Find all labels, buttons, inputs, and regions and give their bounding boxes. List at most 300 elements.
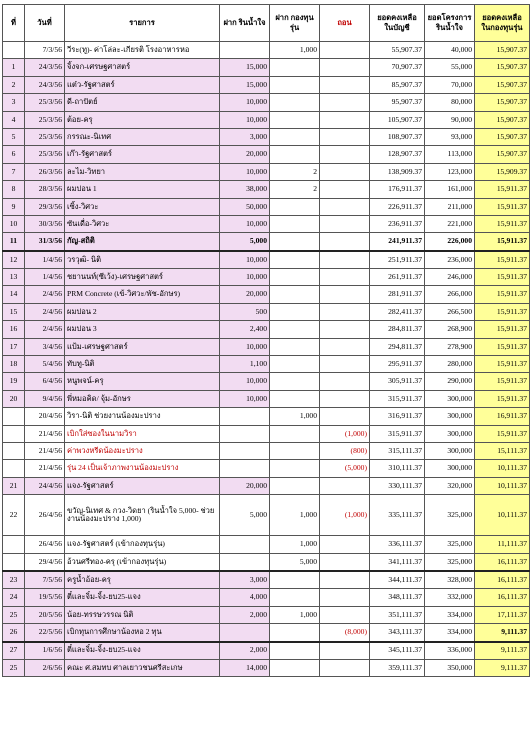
cell-project-total: 40,000 [425, 42, 475, 59]
cell-item: PRM Concrete (เข้-วิศวะ/พัช-อักษร) [65, 286, 220, 303]
cell-account-balance: 359,111.37 [370, 659, 425, 676]
cell-date: 31/3/56 [25, 233, 65, 251]
cell-project-total: 328,000 [425, 571, 475, 589]
cell-fund-balance: 15,911.37 [475, 356, 530, 373]
cell-no: 19 [3, 373, 25, 390]
cell-withdraw: (800) [320, 442, 370, 459]
cell-withdraw [320, 338, 370, 355]
cell-project-total: 236,000 [425, 251, 475, 269]
cell-withdraw [320, 42, 370, 59]
cell-date: 21/4/56 [25, 442, 65, 459]
cell-project-total: 278,900 [425, 338, 475, 355]
cell-fund-balance: 15,907.37 [475, 59, 530, 76]
cell-date: 21/4/56 [25, 425, 65, 442]
table-row [3, 111, 530, 128]
cell-no [3, 553, 25, 571]
cell-date: 26/4/56 [25, 536, 65, 553]
ledger-table [2, 4, 530, 677]
cell-withdraw [320, 59, 370, 76]
cell-account-balance: 261,911.37 [370, 269, 425, 286]
cell-no: 7 [3, 163, 25, 180]
cell-date: 2/4/56 [25, 303, 65, 320]
cell-project-total: 211,000 [425, 198, 475, 215]
table-row [3, 76, 530, 93]
cell-date: 24/4/56 [25, 477, 65, 494]
cell-item: ครูน้ำอ้อย-ครุ [65, 571, 220, 589]
cell-deposit-fund [270, 390, 320, 407]
cell-no: 16 [3, 321, 25, 338]
cell-deposit-rin [220, 408, 270, 425]
cell-item: จิ้งจก-เศรษฐศาสตร์ [65, 59, 220, 76]
cell-account-balance: 241,911.37 [370, 233, 425, 251]
cell-project-total: 266,500 [425, 303, 475, 320]
cell-date: 19/5/56 [25, 589, 65, 606]
cell-deposit-rin [220, 442, 270, 459]
cell-date: 5/4/56 [25, 356, 65, 373]
cell-deposit-rin [220, 553, 270, 571]
cell-withdraw: (1,000) [320, 425, 370, 442]
cell-deposit-rin: 20,000 [220, 146, 270, 163]
cell-fund-balance: 15,907.37 [475, 76, 530, 93]
cell-deposit-rin: 10,000 [220, 251, 270, 269]
cell-deposit-rin: 5,000 [220, 495, 270, 536]
cell-item: ละไม-วิทยา [65, 163, 220, 180]
cell-date: 26/4/56 [25, 495, 65, 536]
cell-no: 10 [3, 215, 25, 232]
cell-withdraw [320, 198, 370, 215]
table-row [3, 128, 530, 145]
cell-date: 25/3/56 [25, 111, 65, 128]
cell-deposit-fund: 1,000 [270, 42, 320, 59]
cell-item: ผมปอน 1 [65, 181, 220, 198]
cell-project-total: 325,000 [425, 536, 475, 553]
cell-date: 29/4/56 [25, 553, 65, 571]
cell-deposit-rin: 38,000 [220, 181, 270, 198]
header-account-balance: ยอดคงเหลือ ในบัญชี [370, 5, 425, 42]
table-row [3, 146, 530, 163]
cell-withdraw [320, 553, 370, 571]
cell-withdraw [320, 642, 370, 660]
cell-account-balance: 305,911.37 [370, 373, 425, 390]
cell-withdraw [320, 477, 370, 494]
cell-deposit-rin [220, 536, 270, 553]
cell-fund-balance: 15,911.37 [475, 269, 530, 286]
cell-deposit-fund: 5,000 [270, 553, 320, 571]
cell-deposit-rin: 20,000 [220, 286, 270, 303]
cell-deposit-rin: 10,000 [220, 338, 270, 355]
cell-deposit-rin: 15,000 [220, 76, 270, 93]
cell-no [3, 408, 25, 425]
cell-fund-balance: 10,111.37 [475, 460, 530, 477]
cell-date: 25/3/56 [25, 94, 65, 111]
cell-withdraw [320, 146, 370, 163]
cell-fund-balance: 9,111.37 [475, 659, 530, 676]
cell-deposit-fund [270, 321, 320, 338]
cell-deposit-fund [270, 111, 320, 128]
cell-item: พี่หมอคิด/ จุ้ม-อักษร [65, 390, 220, 407]
cell-no [3, 425, 25, 442]
cell-fund-balance: 15,911.37 [475, 338, 530, 355]
cell-no: 15 [3, 303, 25, 320]
cell-deposit-fund [270, 269, 320, 286]
cell-date: 1/6/56 [25, 642, 65, 660]
cell-deposit-rin: 10,000 [220, 111, 270, 128]
cell-item: ขวัญ-นิเทศ & กวง-วิดยา (รินน้ำใจ 5,000- ช่วยงานน้องมะปราง 1,000) [65, 495, 220, 536]
cell-account-balance: 108,907.37 [370, 128, 425, 145]
cell-project-total: 332,000 [425, 589, 475, 606]
cell-item: อ้วนศรีทอง-ครุ (เข้ากองทุนรุ่น) [65, 553, 220, 571]
cell-item: รุ่น 24 เป็นเจ้าภาพงานน้องมะปราง [65, 460, 220, 477]
cell-deposit-rin: 14,000 [220, 659, 270, 676]
cell-no: 22 [3, 495, 25, 536]
cell-date: 7/5/56 [25, 571, 65, 589]
header-deposit-rin: ฝาก รินน้ำใจ [220, 5, 270, 42]
header-project-total: ยอดโครงการ รินน้ำใจ [425, 5, 475, 42]
cell-item: ชยานนท์(ซีเว้ง)-เศรษฐศาสตร์ [65, 269, 220, 286]
cell-project-total: 90,000 [425, 111, 475, 128]
cell-deposit-fund [270, 425, 320, 442]
cell-deposit-fund: 1,000 [270, 408, 320, 425]
cell-item: หนูพจน์-ครุ [65, 373, 220, 390]
cell-account-balance: 343,111.37 [370, 624, 425, 642]
cell-account-balance: 128,907.37 [370, 146, 425, 163]
cell-fund-balance: 15,911.37 [475, 425, 530, 442]
cell-date: 22/5/56 [25, 624, 65, 642]
table-row [3, 198, 530, 215]
cell-deposit-rin [220, 425, 270, 442]
cell-deposit-rin [220, 460, 270, 477]
cell-no: 17 [3, 338, 25, 355]
table-row [3, 269, 530, 286]
cell-date: 24/3/56 [25, 59, 65, 76]
cell-deposit-rin: 10,000 [220, 269, 270, 286]
cell-project-total: 300,000 [425, 408, 475, 425]
cell-no: 3 [3, 94, 25, 111]
cell-deposit-rin: 3,000 [220, 128, 270, 145]
cell-deposit-fund: 2 [270, 163, 320, 180]
cell-account-balance: 284,811.37 [370, 321, 425, 338]
cell-project-total: 93,000 [425, 128, 475, 145]
cell-deposit-rin: 5,000 [220, 233, 270, 251]
cell-account-balance: 226,911.37 [370, 198, 425, 215]
cell-account-balance: 315,111.37 [370, 442, 425, 459]
cell-deposit-fund [270, 76, 320, 93]
cell-account-balance: 315,911.37 [370, 390, 425, 407]
table-row [3, 251, 530, 269]
cell-date: 3/4/56 [25, 338, 65, 355]
cell-account-balance: 310,111.37 [370, 460, 425, 477]
cell-deposit-fund [270, 442, 320, 459]
cell-fund-balance: 15,911.37 [475, 198, 530, 215]
cell-no: 9 [3, 198, 25, 215]
header-no: ที่ [3, 5, 25, 42]
cell-withdraw [320, 94, 370, 111]
table-row [3, 338, 530, 355]
cell-no: 23 [3, 571, 25, 589]
cell-account-balance: 351,111.37 [370, 606, 425, 623]
cell-no: 1 [3, 59, 25, 76]
cell-deposit-fund: 1,000 [270, 536, 320, 553]
cell-deposit-fund [270, 233, 320, 251]
cell-account-balance: 105,907.37 [370, 111, 425, 128]
cell-fund-balance: 15,907.37 [475, 111, 530, 128]
header-withdraw: ถอน [320, 5, 370, 42]
cell-deposit-fund [270, 128, 320, 145]
cell-deposit-rin: 10,000 [220, 390, 270, 407]
cell-no: 20 [3, 390, 25, 407]
cell-project-total: 300,000 [425, 460, 475, 477]
cell-no: 13 [3, 269, 25, 286]
cell-deposit-rin: 4,000 [220, 589, 270, 606]
cell-project-total: 300,000 [425, 390, 475, 407]
cell-deposit-fund: 1,000 [270, 495, 320, 536]
cell-date: 1/4/56 [25, 269, 65, 286]
cell-item: เก๊า-รัฐศาสตร์ [65, 146, 220, 163]
table-row [3, 589, 530, 606]
cell-item: แป้ม-เศรษฐศาสตร์ [65, 338, 220, 355]
cell-item: ผมปอน 3 [65, 321, 220, 338]
cell-deposit-fund [270, 303, 320, 320]
cell-deposit-fund [270, 94, 320, 111]
cell-project-total: 336,000 [425, 642, 475, 660]
table-row [3, 460, 530, 477]
cell-item: น้อย-ทรรษวรรณ นิติ [65, 606, 220, 623]
cell-date: 6/4/56 [25, 373, 65, 390]
cell-account-balance: 316,911.37 [370, 408, 425, 425]
cell-fund-balance: 10,111.37 [475, 495, 530, 536]
cell-no: 8 [3, 181, 25, 198]
cell-no: 4 [3, 111, 25, 128]
cell-project-total: 113,000 [425, 146, 475, 163]
cell-withdraw [320, 606, 370, 623]
cell-withdraw [320, 356, 370, 373]
cell-fund-balance: 15,911.37 [475, 321, 530, 338]
cell-item: ดี-ถาปัตย์ [65, 94, 220, 111]
cell-deposit-rin: 10,000 [220, 163, 270, 180]
cell-withdraw [320, 373, 370, 390]
cell-fund-balance: 15,911.37 [475, 251, 530, 269]
cell-deposit-rin: 20,000 [220, 477, 270, 494]
cell-date: 2/6/56 [25, 659, 65, 676]
table-row [3, 606, 530, 623]
cell-item: ตี๋และจิ๋ม-จิ้ง-ยบ25-แจง [65, 589, 220, 606]
table-row [3, 571, 530, 589]
cell-withdraw [320, 111, 370, 128]
cell-fund-balance: 15,907.37 [475, 128, 530, 145]
cell-fund-balance: 16,111.37 [475, 589, 530, 606]
cell-fund-balance: 15,907.37 [475, 146, 530, 163]
cell-fund-balance: 15,911.37 [475, 181, 530, 198]
cell-deposit-fund [270, 642, 320, 660]
cell-date: 30/3/56 [25, 215, 65, 232]
cell-project-total: 55,000 [425, 59, 475, 76]
cell-item: แจง-รัฐศาสตร์ (เข้ากองทุนรุ่น) [65, 536, 220, 553]
table-row [3, 659, 530, 676]
header-date: วันที่ [25, 5, 65, 42]
cell-withdraw [320, 589, 370, 606]
cell-deposit-fund [270, 251, 320, 269]
cell-fund-balance: 15,907.37 [475, 94, 530, 111]
cell-account-balance: 85,907.37 [370, 76, 425, 93]
cell-no: 18 [3, 356, 25, 373]
cell-no: 5 [3, 128, 25, 145]
table-row [3, 477, 530, 494]
cell-deposit-fund [270, 571, 320, 589]
cell-deposit-rin: 2,000 [220, 642, 270, 660]
cell-date: 1/4/56 [25, 251, 65, 269]
cell-item: วรวุฒิ- นิติ [65, 251, 220, 269]
cell-project-total: 246,000 [425, 269, 475, 286]
cell-project-total: 70,000 [425, 76, 475, 93]
cell-item: วีระ(ทู)- ค่าโล่ละ-เกียรติ โรงอาหารหอ [65, 42, 220, 59]
cell-no: 12 [3, 251, 25, 269]
cell-project-total: 334,000 [425, 606, 475, 623]
cell-item: ทับทู-นิติ [65, 356, 220, 373]
cell-project-total: 221,000 [425, 215, 475, 232]
cell-fund-balance: 15,911.37 [475, 303, 530, 320]
cell-fund-balance: 15,909.37 [475, 163, 530, 180]
cell-fund-balance: 15,111.37 [475, 442, 530, 459]
cell-account-balance: 345,111.37 [370, 642, 425, 660]
cell-deposit-fund [270, 477, 320, 494]
table-row [3, 321, 530, 338]
cell-fund-balance: 15,911.37 [475, 233, 530, 251]
header-row [3, 5, 530, 42]
table-row [3, 42, 530, 59]
cell-project-total: 350,000 [425, 659, 475, 676]
cell-item: กรรณะ-นิเทศ [65, 128, 220, 145]
cell-withdraw [320, 536, 370, 553]
cell-date: 29/3/56 [25, 198, 65, 215]
ledger-sheet [2, 4, 529, 677]
cell-item: ค่าพวงหรีดน้องมะปราง [65, 442, 220, 459]
cell-account-balance: 251,911.37 [370, 251, 425, 269]
cell-item: วิรา-นิติ ช่วยงานน้องมะปราง [65, 408, 220, 425]
cell-account-balance: 348,111.37 [370, 589, 425, 606]
cell-item: ผมปอน 2 [65, 303, 220, 320]
cell-project-total: 268,900 [425, 321, 475, 338]
cell-deposit-rin: 2,000 [220, 606, 270, 623]
cell-withdraw [320, 233, 370, 251]
cell-no: 24 [3, 589, 25, 606]
cell-no: 25 [3, 606, 25, 623]
cell-deposit-rin: 50,000 [220, 198, 270, 215]
table-row [3, 163, 530, 180]
cell-no [3, 442, 25, 459]
table-row [3, 495, 530, 536]
table-row [3, 442, 530, 459]
cell-deposit-fund [270, 589, 320, 606]
header-fund-balance: ยอดคงเหลือ ในกองทุนรุ่น [475, 5, 530, 42]
cell-account-balance: 335,111.37 [370, 495, 425, 536]
cell-fund-balance: 17,111.37 [475, 606, 530, 623]
table-row [3, 425, 530, 442]
cell-item: แจง-รัฐศาสตร์ [65, 477, 220, 494]
cell-project-total: 266,000 [425, 286, 475, 303]
cell-fund-balance: 15,911.37 [475, 390, 530, 407]
cell-withdraw [320, 181, 370, 198]
cell-date: 24/3/56 [25, 76, 65, 93]
cell-deposit-rin: 500 [220, 303, 270, 320]
cell-withdraw [320, 163, 370, 180]
header-deposit-fund: ฝาก กองทุนรุ่น [270, 5, 320, 42]
cell-deposit-rin: 3,000 [220, 571, 270, 589]
cell-account-balance: 330,111.37 [370, 477, 425, 494]
cell-no: 6 [3, 146, 25, 163]
cell-account-balance: 176,911.37 [370, 181, 425, 198]
table-row [3, 94, 530, 111]
cell-item: เบิกใส่ซองในนามวิรา [65, 425, 220, 442]
cell-deposit-fund [270, 624, 320, 642]
cell-project-total: 226,000 [425, 233, 475, 251]
cell-no: 21 [3, 477, 25, 494]
cell-account-balance: 95,907.37 [370, 94, 425, 111]
cell-deposit-fund [270, 59, 320, 76]
cell-withdraw [320, 215, 370, 232]
cell-fund-balance: 10,111.37 [475, 477, 530, 494]
cell-withdraw [320, 286, 370, 303]
cell-deposit-rin: 10,000 [220, 215, 270, 232]
cell-project-total: 161,000 [425, 181, 475, 198]
cell-withdraw [320, 408, 370, 425]
table-row [3, 233, 530, 251]
table-row [3, 373, 530, 390]
table-row [3, 286, 530, 303]
table-row [3, 59, 530, 76]
cell-deposit-fund [270, 146, 320, 163]
cell-fund-balance: 15,911.37 [475, 215, 530, 232]
cell-date: 28/3/56 [25, 181, 65, 198]
cell-date: 25/3/56 [25, 146, 65, 163]
cell-deposit-fund [270, 338, 320, 355]
cell-project-total: 300,000 [425, 425, 475, 442]
cell-account-balance: 295,911.37 [370, 356, 425, 373]
cell-withdraw [320, 659, 370, 676]
cell-deposit-fund: 1,000 [270, 606, 320, 623]
cell-withdraw [320, 390, 370, 407]
cell-deposit-rin: 10,000 [220, 94, 270, 111]
cell-deposit-fund [270, 356, 320, 373]
cell-item: แต๋ว-รัฐศาสตร์ [65, 76, 220, 93]
cell-deposit-rin: 2,400 [220, 321, 270, 338]
cell-deposit-fund [270, 373, 320, 390]
cell-fund-balance: 11,111.37 [475, 536, 530, 553]
cell-deposit-fund [270, 659, 320, 676]
cell-fund-balance: 9,111.37 [475, 642, 530, 660]
cell-deposit-fund [270, 215, 320, 232]
cell-account-balance: 294,811.37 [370, 338, 425, 355]
cell-project-total: 334,000 [425, 624, 475, 642]
cell-deposit-rin: 10,000 [220, 373, 270, 390]
table-row [3, 408, 530, 425]
cell-account-balance: 55,907.37 [370, 42, 425, 59]
table-row [3, 181, 530, 198]
cell-date: 25/3/56 [25, 128, 65, 145]
cell-deposit-rin: 1,100 [220, 356, 270, 373]
cell-withdraw [320, 128, 370, 145]
cell-no: 26 [3, 624, 25, 642]
cell-no: 2 [3, 76, 25, 93]
cell-item: เบิกทุนการศึกษาน้องหอ 2 ทุน [65, 624, 220, 642]
cell-date: 2/4/56 [25, 321, 65, 338]
table-row [3, 356, 530, 373]
cell-account-balance: 70,907.37 [370, 59, 425, 76]
cell-account-balance: 282,411.37 [370, 303, 425, 320]
cell-deposit-fund [270, 460, 320, 477]
cell-date: 9/4/56 [25, 390, 65, 407]
cell-withdraw [320, 251, 370, 269]
cell-project-total: 123,000 [425, 163, 475, 180]
